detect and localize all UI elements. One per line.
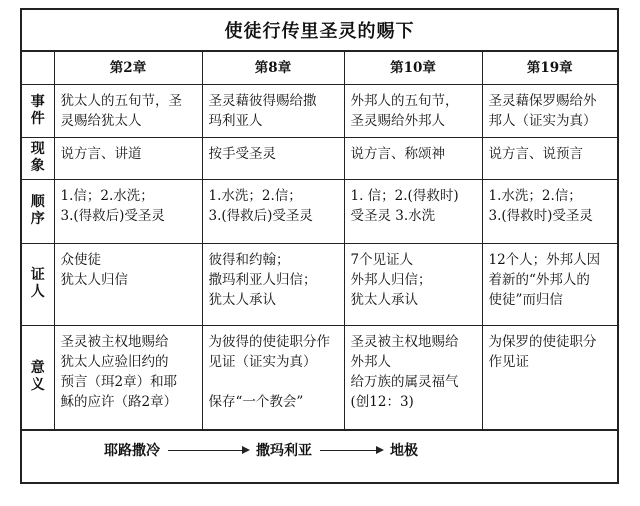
- cell-line: 说方言、称颂神: [350, 145, 445, 162]
- cell-line: 撒玛利亚人归信；: [208, 271, 317, 288]
- table-cell: [344, 325, 482, 429]
- row-header: [22, 243, 54, 325]
- cell-line: 预言（珥2章）和耶: [60, 373, 178, 390]
- table-cell: [202, 179, 344, 243]
- cell-line: 为保罗的使徒职分: [488, 333, 597, 350]
- cell-line: (创12：3): [350, 393, 414, 410]
- table-cell: [482, 179, 617, 243]
- cell-line: 犹太人归信: [60, 271, 128, 288]
- table-cell: [344, 243, 482, 325]
- cell-line: 犹太人承认: [350, 291, 418, 308]
- cell-line: 彼得和约翰；: [208, 251, 290, 268]
- table-cell: [54, 179, 202, 243]
- timeline-stop: 撒玛利亚: [256, 442, 312, 459]
- cell-line: 众使徒: [60, 251, 101, 268]
- corner-cell: [22, 52, 54, 84]
- table-cell: [344, 137, 482, 179]
- cell-line: 圣灵藉保罗赐给外: [488, 92, 597, 109]
- timeline-stop: 耶路撒冷: [104, 442, 160, 459]
- table-cell: [482, 243, 617, 325]
- table-cell: [54, 137, 202, 179]
- cell-line: 圣灵被主权地赐给: [60, 333, 169, 350]
- cell-line: 圣灵赐给外邦人: [350, 112, 445, 129]
- row-header-char: 顺: [30, 194, 45, 210]
- cell-line: 按手受圣灵: [208, 145, 276, 162]
- table-cell: [202, 84, 344, 137]
- cell-line: 7个见证人: [350, 251, 414, 268]
- cell-line: 1.水洗；2.信；: [488, 187, 582, 204]
- table-cell: [344, 179, 482, 243]
- row-header-char: 象: [30, 158, 45, 174]
- cell-line: 说方言、讲道: [60, 145, 142, 162]
- cell-line: 着新的“外邦人的: [488, 271, 590, 288]
- table-cell: [482, 325, 617, 429]
- chapter-header: 第8章: [202, 52, 344, 84]
- table-cell: [54, 325, 202, 429]
- cell-line: 邦人（证实为真）: [488, 112, 597, 129]
- row-header-char: 意: [30, 360, 45, 376]
- cell-line: 受圣灵 3.水洗: [350, 207, 436, 224]
- cell-line: 12个人；外邦人因: [488, 251, 601, 268]
- row-header: [22, 325, 54, 429]
- cell-line: 犹太人应验旧约的: [60, 353, 169, 370]
- timeline-stop: 地极: [390, 442, 418, 459]
- row-header-char: 事: [30, 93, 45, 110]
- cell-line: 外邦人: [350, 353, 391, 370]
- cell-line: [209, 372, 338, 392]
- row-header-char: 件: [30, 110, 45, 127]
- cell-line: 见证（证实为真）: [208, 353, 317, 370]
- row-header-char: 证: [30, 267, 45, 283]
- row-header: [22, 137, 54, 179]
- cell-line: 玛利亚人: [208, 112, 263, 129]
- cell-line: 说方言、说预言: [488, 145, 583, 162]
- chapter-header: 第10章: [344, 52, 482, 84]
- cell-line: 3.(得救后)受圣灵: [60, 207, 165, 224]
- table-title: 使徒行传里圣灵的赐下: [22, 10, 617, 52]
- table-cell: [202, 137, 344, 179]
- chapter-header: 第2章: [54, 52, 202, 84]
- cell-line: 外邦人的五旬节，: [350, 92, 459, 109]
- table-row: [22, 179, 617, 243]
- table-cell: [482, 84, 617, 137]
- cell-line: 1. 信；2.(得救时): [350, 187, 459, 204]
- cell-line: 使徒”而归信: [488, 291, 563, 308]
- table-cell: [54, 84, 202, 137]
- cell-line: 1.水洗；2.信；: [208, 187, 302, 204]
- row-header: [22, 84, 54, 137]
- cell-line: 给万族的属灵福气: [350, 373, 459, 390]
- chapter-header: 第19章: [482, 52, 617, 84]
- table-cell: [482, 137, 617, 179]
- table-cell: [54, 243, 202, 325]
- comparison-table: [22, 52, 617, 430]
- cell-line: 犹太人承认: [208, 291, 276, 308]
- arrow-right-icon: [320, 450, 382, 451]
- table-cell: [202, 243, 344, 325]
- cell-line: 犹太人的五旬节，圣: [60, 92, 182, 109]
- cell-line: 圣灵藉彼得赐给撒: [208, 92, 317, 109]
- arrow-right-icon: [168, 450, 248, 451]
- row-header-char: 序: [30, 211, 45, 227]
- table-row: [22, 243, 617, 325]
- cell-line: 稣的应许（路2章）: [60, 393, 178, 410]
- row-header-char: 人: [30, 284, 45, 300]
- cell-line: 保存“一个教会”: [208, 393, 304, 410]
- row-header-char: 现: [30, 141, 45, 157]
- cell-line: 作见证: [488, 353, 529, 370]
- cell-line: 3.(得救时)受圣灵: [488, 207, 593, 224]
- table-row: [22, 325, 617, 429]
- cell-line: 外邦人归信；: [350, 271, 432, 288]
- header-row: [22, 52, 617, 84]
- table-row: [22, 137, 617, 179]
- table-cell: [344, 84, 482, 137]
- row-header: [22, 179, 54, 243]
- cell-line: 3.(得救后)受圣灵: [208, 207, 313, 224]
- cell-line: 灵赐给犹太人: [60, 112, 142, 129]
- cell-line: 为彼得的使徒职分作: [208, 333, 330, 350]
- timeline: [22, 430, 617, 469]
- cell-line: 圣灵被主权地赐给: [350, 333, 459, 350]
- row-header-char: 义: [30, 377, 45, 393]
- table-frame: [20, 8, 619, 484]
- table-cell: [202, 325, 344, 429]
- table-row: [22, 84, 617, 137]
- cell-line: 1.信；2.水洗；: [60, 187, 154, 204]
